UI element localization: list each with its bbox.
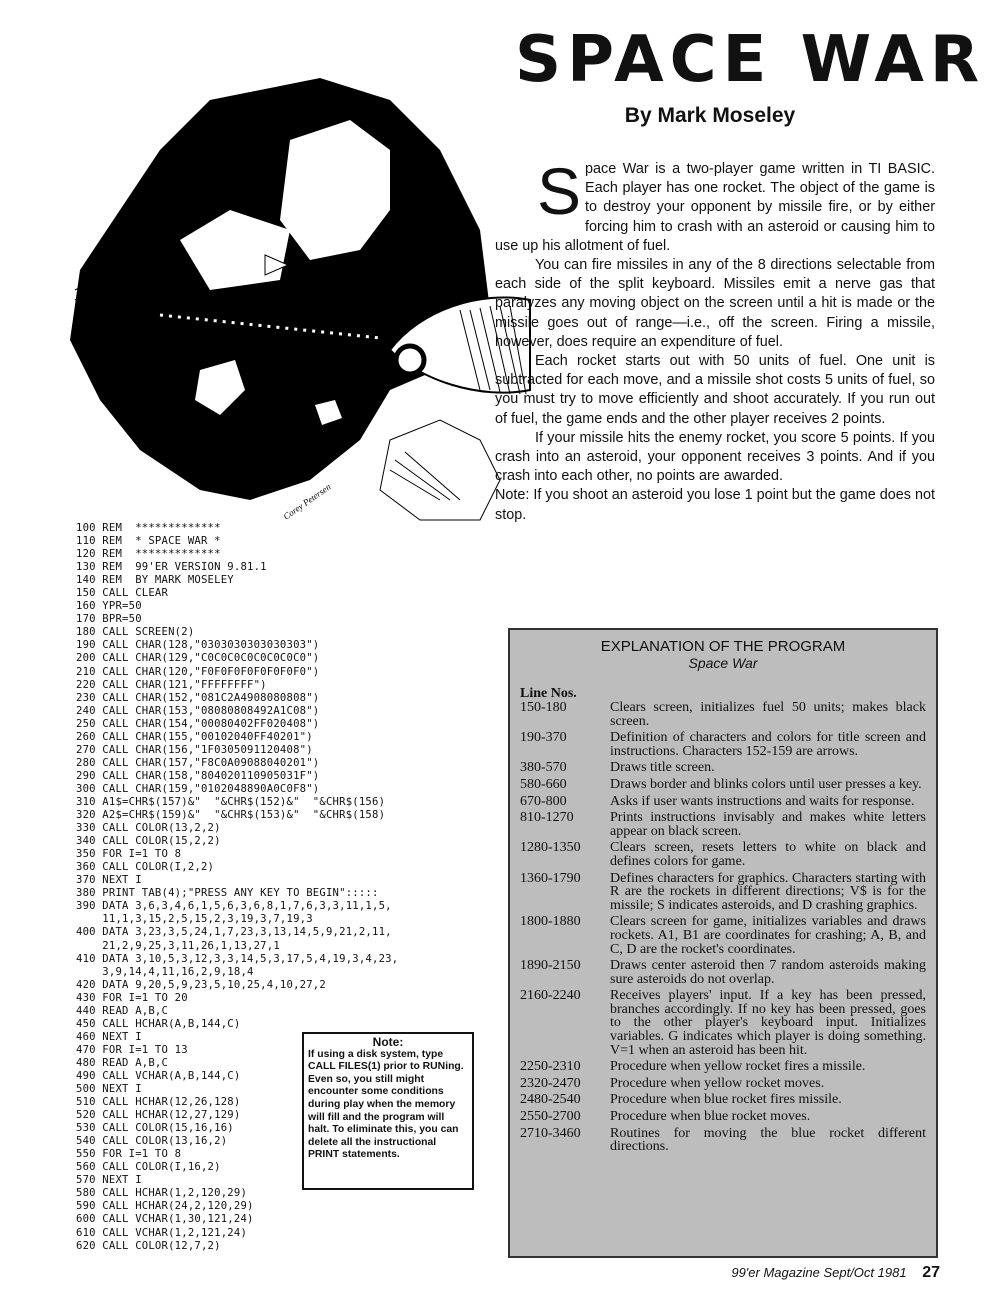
explanation-row bbox=[520, 1060, 926, 1074]
explanation-row bbox=[520, 761, 926, 775]
note-text: If using a disk system, type CALL FILES(1) prior to RUNing. Even so, you still might encounter some conditions during play when the memory will fill and the program will halt. To eliminate this, you can delete all the instructional PRINT statements. bbox=[308, 1048, 464, 1161]
code-line: 320 A2$=CHR$(159)&" "&CHR$(153)&" "&CHR$(158) bbox=[76, 809, 386, 822]
artist-signature: Corey Petersen bbox=[281, 481, 333, 522]
line-description: Asks if user wants instructions and waits for response. bbox=[610, 793, 915, 809]
drop-cap: S bbox=[537, 154, 582, 228]
line-description: Defines characters for graphics. Characters starting with R are the rockets in different directions; V$ is for the missile; S indicates asteroids, and D crashing graphics. bbox=[610, 870, 926, 913]
article-paragraph: Each rocket starts out with 50 units of fuel. One unit is subtracted for each move, and a missile shot costs 5 units of fuel, so you must try to move efficiently and shoot accurately. If you run out of fuel, the game ends and the other player receives 2 points. bbox=[495, 353, 935, 427]
page-number: 27 bbox=[922, 1264, 940, 1281]
code-line: 270 CALL CHAR(156,"1F0305091120408") bbox=[76, 743, 313, 756]
article-paragraph: Note: If you shoot an asteroid you lose 1 point but the game does not stop. bbox=[495, 487, 936, 523]
code-line: 590 CALL HCHAR(24,2,120,29) bbox=[76, 1200, 254, 1213]
code-line: 3,9,14,4,11,16,2,9,18,4 bbox=[76, 965, 254, 978]
code-line: 200 CALL CHAR(129,"C0C0C0C0C0C0C0C0") bbox=[76, 652, 320, 665]
line-description: Draws title screen. bbox=[610, 760, 715, 776]
article-body bbox=[495, 154, 936, 525]
code-line: 490 CALL VCHAR(A,B,144,C) bbox=[76, 1069, 241, 1082]
byline: By Mark Moseley bbox=[624, 104, 796, 127]
code-line: 170 BPR=50 bbox=[76, 613, 142, 626]
code-line: 180 CALL SCREEN(2) bbox=[76, 626, 195, 639]
code-line: 560 CALL COLOR(I,16,2) bbox=[76, 1161, 221, 1174]
code-line: 250 CALL CHAR(154,"00080402FF020408") bbox=[76, 717, 320, 730]
code-line: 150 CALL CLEAR bbox=[76, 587, 169, 600]
explanation-row bbox=[520, 811, 926, 838]
line-description: Routines for moving the blue rocket different directions. bbox=[610, 1125, 926, 1155]
note-heading: Note: bbox=[372, 1035, 404, 1049]
line-description: Receives players' input. If a key has been pressed, branches accordingly. If no key has been pressed, goes to the other player's keyboard input. Initializes variables. G indicates which player is doing something. V=1 when an asteroid has been hit. bbox=[610, 988, 926, 1058]
code-line: 350 FOR I=1 TO 8 bbox=[76, 848, 182, 861]
page-footer bbox=[672, 1264, 940, 1282]
code-line: 620 CALL COLOR(12,7,2) bbox=[76, 1239, 221, 1252]
explanation-box bbox=[508, 628, 938, 1258]
explanation-row bbox=[520, 1077, 926, 1091]
explanation-row bbox=[520, 841, 926, 868]
code-line: 110 REM * SPACE WAR * bbox=[76, 535, 221, 548]
line-range: 2160-2240 bbox=[520, 988, 581, 1004]
line-description: Procedure when yellow rocket fires a missile. bbox=[610, 1059, 866, 1075]
line-description: Clears screen, resets letters to white on black and defines colors for game. bbox=[610, 840, 926, 869]
code-line: 580 CALL HCHAR(1,2,120,29) bbox=[76, 1187, 248, 1200]
explanation-row bbox=[520, 959, 926, 986]
code-line: 410 DATA 3,10,5,3,12,3,3,14,5,3,17,5,4,19,3,4,23, bbox=[76, 952, 399, 965]
explanation-rows bbox=[520, 701, 926, 1154]
code-line: 300 CALL CHAR(159,"0102048890A0C0F8") bbox=[76, 782, 320, 795]
note-box bbox=[302, 1032, 474, 1190]
line-description: Draws border and blinks colors until user presses a key. bbox=[610, 776, 922, 792]
line-description: Procedure when blue rocket moves. bbox=[610, 1109, 811, 1125]
line-numbers-header: Line Nos. bbox=[520, 686, 577, 701]
code-line: 530 CALL COLOR(15,16,16) bbox=[76, 1122, 234, 1135]
line-range: 1360-1790 bbox=[520, 870, 581, 886]
code-line: 390 DATA 3,6,3,4,6,1,5,6,3,6,8,1,7,6,3,3,11,1,5, bbox=[76, 900, 392, 913]
line-range: 580-660 bbox=[520, 776, 567, 792]
code-line: 430 FOR I=1 TO 20 bbox=[76, 991, 188, 1004]
code-line: 480 READ A,B,C bbox=[76, 1056, 169, 1069]
line-range: 2710-3460 bbox=[520, 1125, 581, 1141]
code-line: 600 CALL VCHAR(1,30,121,24) bbox=[76, 1213, 254, 1226]
explanation-subtitle: Space War bbox=[688, 655, 758, 671]
code-line: 540 CALL COLOR(13,16,2) bbox=[76, 1135, 228, 1148]
space-war-illustration bbox=[60, 60, 560, 540]
line-description: Procedure when blue rocket fires missile. bbox=[610, 1092, 842, 1108]
code-line: 470 FOR I=1 TO 13 bbox=[76, 1043, 188, 1056]
issue-date: Sept/Oct 1981 bbox=[823, 1265, 907, 1280]
code-line: 21,2,9,25,3,11,26,1,13,27,1 bbox=[76, 939, 280, 952]
explanation-row bbox=[520, 795, 926, 809]
line-range: 810-1270 bbox=[520, 810, 574, 826]
explanation-row bbox=[520, 989, 926, 1057]
explanation-row bbox=[520, 701, 926, 728]
explanation-row bbox=[520, 731, 926, 758]
line-range: 670-800 bbox=[520, 793, 567, 809]
code-line: 420 DATA 9,20,5,9,23,5,10,25,4,10,27,2 bbox=[76, 978, 326, 991]
line-description: Procedure when yellow rocket moves. bbox=[610, 1075, 825, 1091]
code-line: 520 CALL HCHAR(12,27,129) bbox=[76, 1109, 241, 1122]
code-line: 500 NEXT I bbox=[76, 1083, 142, 1096]
line-range: 2320-2470 bbox=[520, 1075, 581, 1091]
line-range: 2480-2540 bbox=[520, 1092, 581, 1108]
code-line: 210 CALL CHAR(120,"F0F0F0F0F0F0F0F0") bbox=[76, 665, 320, 678]
line-description: Clears screen for game, initializes variables and draws rockets. A1, B1 are coordinates for crashing; A, B, and C, D are the rocket's coordinates. bbox=[610, 914, 926, 957]
code-line: 140 REM BY MARK MOSELEY bbox=[76, 574, 234, 587]
code-line: 400 DATA 3,23,3,5,24,1,7,23,3,13,14,5,9,21,2,11, bbox=[76, 926, 392, 939]
code-line: 290 CALL CHAR(158,"804020110905031F") bbox=[76, 769, 320, 782]
explanation-row bbox=[520, 915, 926, 956]
code-line: 160 YPR=50 bbox=[76, 600, 142, 613]
code-line: 220 CALL CHAR(121,"FFFFFFFF") bbox=[76, 678, 267, 691]
line-description: Draws center asteroid then 7 random asteroids making sure asteroids do not overlap. bbox=[610, 958, 926, 987]
line-description: Definition of characters and colors for title screen and instructions. Characters 152-159 are arrows. bbox=[610, 730, 926, 759]
code-line: 340 CALL COLOR(15,2,2) bbox=[76, 835, 221, 848]
line-description: Prints instructions invisably and makes white letters appear on black screen. bbox=[610, 810, 926, 839]
code-line: 330 CALL COLOR(13,2,2) bbox=[76, 822, 221, 835]
explanation-row bbox=[520, 778, 926, 792]
code-line: 460 NEXT I bbox=[76, 1030, 142, 1043]
explanation-title: EXPLANATION OF THE PROGRAM bbox=[600, 638, 846, 655]
code-line: 370 NEXT I bbox=[76, 874, 142, 887]
code-line: 11,1,3,15,2,5,15,2,3,19,3,7,19,3 bbox=[76, 913, 313, 926]
code-line: 570 NEXT I bbox=[76, 1174, 142, 1187]
code-line: 230 CALL CHAR(152,"081C2A4908080808") bbox=[76, 691, 320, 704]
code-line: 450 CALL HCHAR(A,B,144,C) bbox=[76, 1017, 241, 1030]
article-paragraph: If your missile hits the enemy rocket, you score 5 points. If you crash into an asteroid, your opponent receives 3 points. And if you crash into each other, no points are awarded. bbox=[495, 429, 935, 485]
article-paragraph: You can fire missiles in any of the 8 directions selectable from each side of the split keyboard. Missiles emit a nerve gas that paralyzes any moving object on the screen until a hit is made or the missile goes out of range—i.e., off the screen. Firing a missile, however, does require an expenditure of fuel. bbox=[495, 257, 935, 350]
line-range: 1280-1350 bbox=[520, 840, 581, 856]
line-range: 190-370 bbox=[520, 730, 567, 746]
code-line: 240 CALL CHAR(153,"08080808492A1C08") bbox=[76, 704, 320, 717]
code-line: 190 CALL CHAR(128,"0303030303030303") bbox=[76, 639, 320, 652]
code-line: 100 REM ************* bbox=[76, 522, 221, 534]
line-range: 150-180 bbox=[520, 700, 567, 715]
code-line: 130 REM 99'ER VERSION 9.81.1 bbox=[76, 561, 267, 574]
code-line: 380 PRINT TAB(4);"PRESS ANY KEY TO BEGIN"::::: bbox=[76, 887, 379, 900]
magazine-name: 99'er Magazine bbox=[731, 1265, 820, 1280]
article-paragraph: Space War is a two-player game written in TI BASIC. Each player has one rocket. The object of the game is to destroy your opponent by missile fire, or by either forcing him to crash with an asteroid or causing him to use up his allotment of fuel. bbox=[495, 154, 935, 254]
line-range: 380-570 bbox=[520, 760, 567, 776]
explanation-row bbox=[520, 872, 926, 913]
code-line: 260 CALL CHAR(155,"00102040FF40201") bbox=[76, 730, 313, 743]
line-description: Clears screen, initializes fuel 50 units; makes black screen. bbox=[610, 700, 926, 729]
code-line: 510 CALL HCHAR(12,26,128) bbox=[76, 1096, 241, 1109]
explanation-row bbox=[520, 1127, 926, 1154]
line-range: 2550-2700 bbox=[520, 1109, 581, 1125]
article-title: SPACE WAR bbox=[515, 23, 986, 97]
line-range: 2250-2310 bbox=[520, 1059, 581, 1075]
code-line: 550 FOR I=1 TO 8 bbox=[76, 1148, 182, 1161]
code-line: 360 CALL COLOR(I,2,2) bbox=[76, 861, 215, 874]
code-line: 610 CALL VCHAR(1,2,121,24) bbox=[76, 1226, 248, 1239]
line-range: 1890-2150 bbox=[520, 958, 581, 974]
code-line: 440 READ A,B,C bbox=[76, 1004, 169, 1017]
code-line: 120 REM ************* bbox=[76, 548, 221, 561]
explanation-row bbox=[520, 1093, 926, 1107]
code-line: 310 A1$=CHR$(157)&" "&CHR$(152)&" "&CHR$(156) bbox=[76, 795, 386, 808]
explanation-row bbox=[520, 1110, 926, 1124]
code-line: 280 CALL CHAR(157,"F8C0A09088040201") bbox=[76, 756, 320, 769]
line-range: 1800-1880 bbox=[520, 914, 581, 930]
